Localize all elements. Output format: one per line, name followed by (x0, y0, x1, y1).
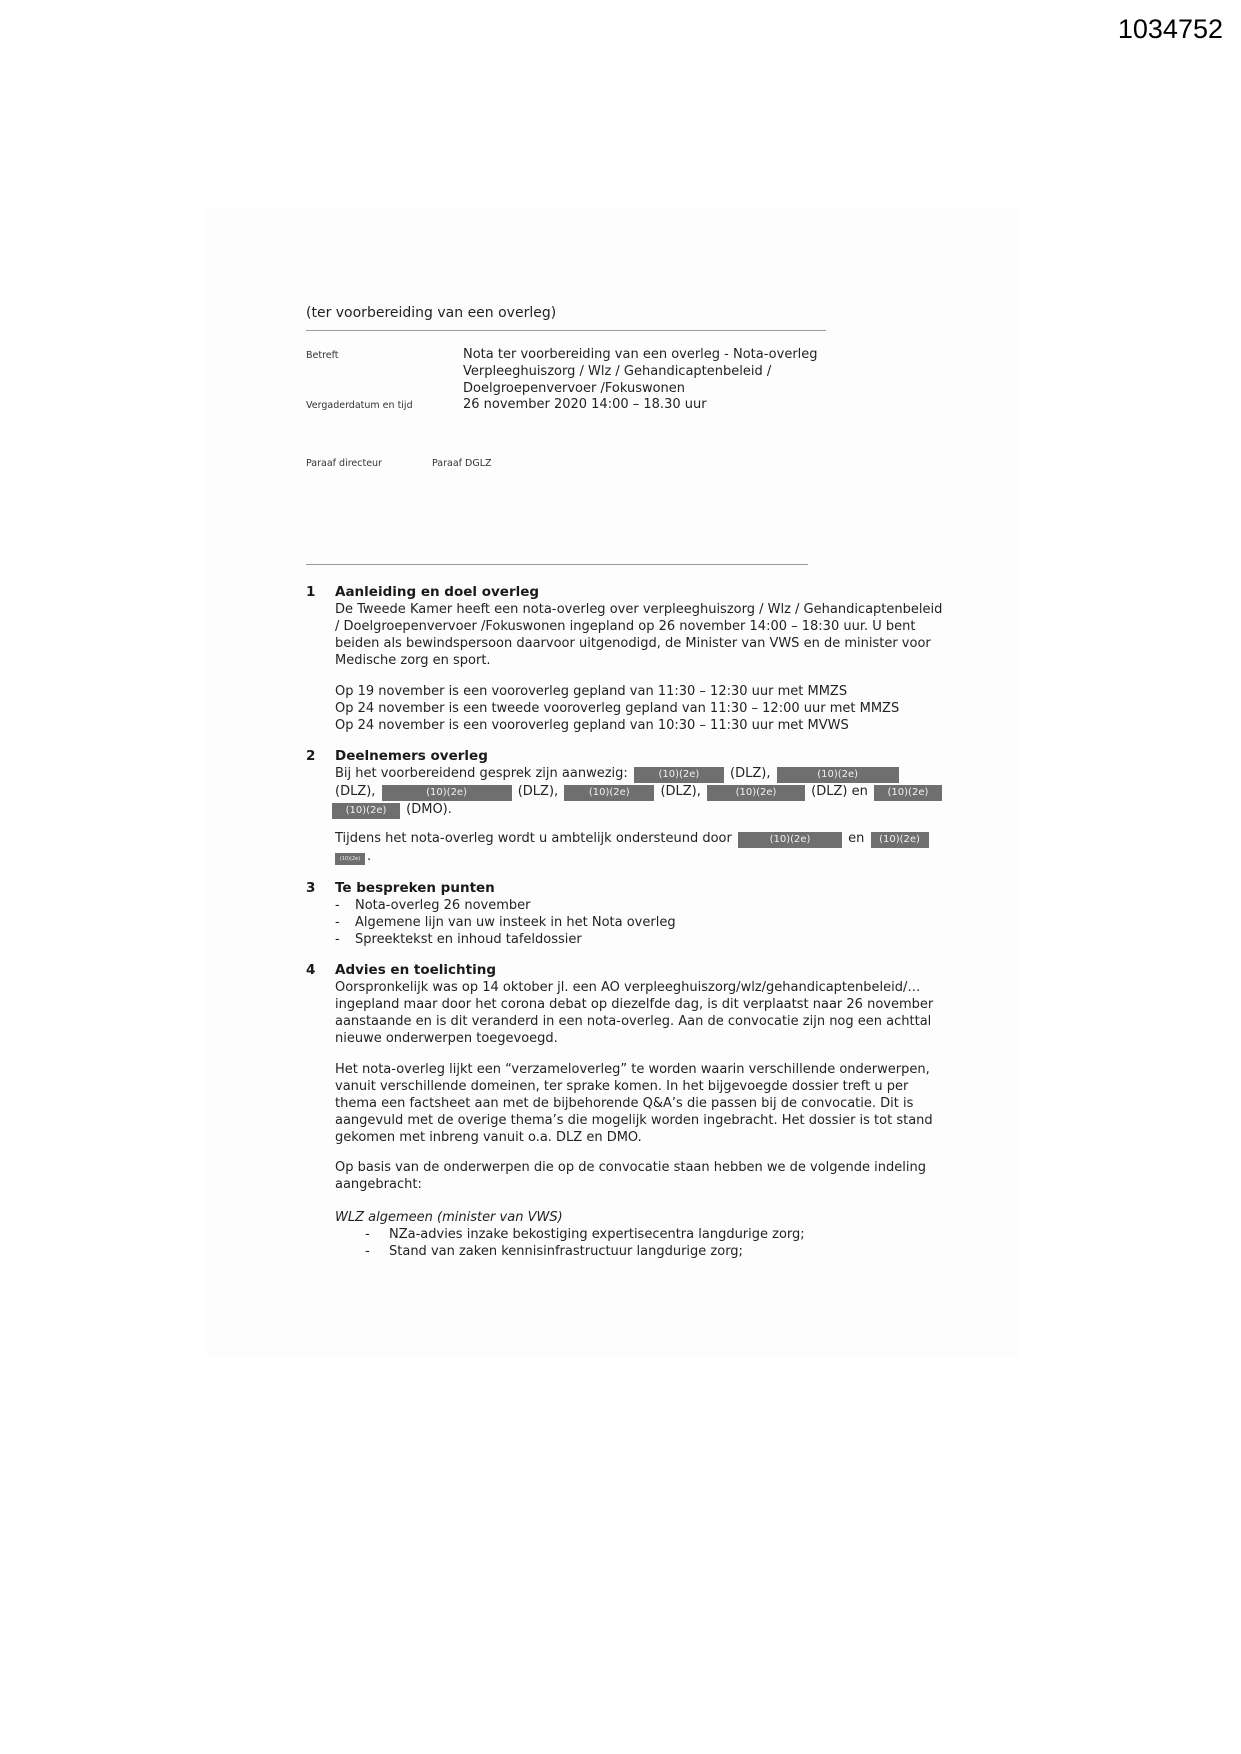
paraaf-directeur-label: Paraaf directeur (306, 458, 382, 469)
paragraph-line: Medische zorg en sport. (335, 653, 491, 668)
subheading: WLZ algemeen (minister van VWS) (335, 1210, 563, 1225)
redaction-block: (10)(2e) (634, 767, 724, 783)
list-item: - Spreektekst en inhoud tafeldossier (335, 931, 676, 948)
dept-dlz: (DLZ), (660, 784, 701, 799)
support-text: Tijdens het nota-overleg wordt u ambtelijk ondersteund door (335, 831, 732, 846)
document-number: 1034752 (1117, 14, 1223, 44)
participants-intro: Bij het voorbereidend gesprek zijn aanwezig: (335, 766, 628, 781)
paragraph-line: Oorspronkelijk was op 14 oktober jl. een AO verpleeghuiszorg/wlz/gehandicaptenbeleid/… (335, 980, 921, 995)
section-4-title: Advies en toelichting (335, 962, 497, 978)
paraaf-dglz-label: Paraaf DGLZ (432, 458, 492, 469)
redaction-block: (10)(2e) (332, 803, 400, 819)
dept-dlz: (DLZ), (335, 784, 376, 799)
section-4-para-3 (335, 1159, 926, 1193)
paragraph-line: Op 24 november is een tweede vooroverleg gepland van 11:30 – 12:00 uur met MMZS (335, 701, 900, 716)
section-1-meetings (335, 683, 899, 734)
paragraph-line: Op 19 november is een vooroverleg gepland van 11:30 – 12:30 uur met MMZS (335, 684, 848, 699)
betreft-line: Doelgroepenvervoer /Fokuswonen (463, 381, 686, 396)
list-item: - Nota-overleg 26 november (335, 897, 676, 914)
betreft-line: Nota ter voorbereiding van een overleg - Nota-overleg (463, 347, 818, 362)
dept-dlz: (DLZ), (730, 766, 771, 781)
support-en: en (848, 831, 865, 846)
participants-line (335, 765, 944, 783)
section-1-title: Aanleiding en doel overleg (335, 584, 540, 600)
paragraph-line: Op 24 november is een vooroverleg gepland van 10:30 – 11:30 uur met MVWS (335, 718, 849, 733)
paragraph-line: beiden als bewindspersoon daarvoor uitgenodigd, de Minister van VWS en de minister voor (335, 636, 931, 651)
paragraph-line: / Doelgroepenvervoer /Fokuswonen ingepland op 26 november 14:00 – 18:30 uur. U bent (335, 619, 916, 634)
support-line (335, 830, 931, 848)
paragraph-line: aanstaande en is dit veranderd in een nota-overleg. Aan de convocatie zijn nog een achttal (335, 1014, 932, 1029)
paragraph-line: Op basis van de onderwerpen die op de convocatie staan hebben we de volgende indeling (335, 1160, 926, 1175)
section-3-list (335, 897, 676, 948)
dept-dlz-en: (DLZ) en (811, 784, 868, 799)
list-item: - Stand van zaken kennisinfrastructuur langdurige zorg; (335, 1243, 805, 1260)
paragraph-line: De Tweede Kamer heeft een nota-overleg over verpleeghuiszorg / Wlz / Gehandicaptenbeleid (335, 602, 943, 617)
paragraph-line: vanuit verschillende domeinen, ter sprake komen. In het bijgevoegde dossier treft u per (335, 1079, 909, 1094)
support-line (335, 848, 931, 865)
section-4-number: 4 (306, 962, 316, 978)
redaction-block: (10)(2e) (382, 785, 512, 801)
vergaderdatum-label: Vergaderdatum en tijd (306, 400, 413, 411)
paragraph-line: ingepland maar door het corona debat op diezelfde dag, is dit verplaatst naar 26 november (335, 997, 934, 1012)
signature-divider (306, 564, 808, 565)
dept-dmo: (DMO). (406, 802, 452, 817)
section-3-number: 3 (306, 880, 316, 896)
participants-line (335, 783, 944, 801)
paragraph-line: aangevuld met de overige thema’s die mogelijk worden ingebracht. Het dossier is tot stand (335, 1113, 933, 1128)
section-4-wlz (335, 1209, 805, 1260)
redaction-block: (10)(2e) (335, 853, 365, 865)
section-1-number: 1 (306, 584, 316, 600)
redaction-block: (10)(2e) (738, 832, 842, 848)
section-4-para-1 (335, 979, 933, 1047)
redaction-block: (10)(2e) (777, 767, 899, 783)
section-3-title: Te bespreken punten (335, 880, 495, 896)
vergaderdatum-value: 26 november 2020 14:00 – 18.30 uur (463, 397, 707, 412)
document-subtitle: (ter voorbereiding van een overleg) (306, 305, 557, 321)
paragraph-line: nieuwe onderwerpen toegevoegd. (335, 1031, 558, 1046)
redaction-block: (10)(2e) (871, 832, 929, 848)
paragraph-line: gekomen met inbreng vanuit o.a. DLZ en DMO. (335, 1130, 642, 1145)
betreft-line: Verpleeghuiszorg / Wlz / Gehandicaptenbeleid / (463, 364, 772, 379)
list-item: - NZa-advies inzake bekostiging expertisecentra langdurige zorg; (335, 1226, 805, 1243)
section-1-body (335, 601, 942, 669)
section-2-participants (335, 765, 944, 819)
dept-dlz: (DLZ), (517, 784, 559, 799)
header-divider (306, 330, 826, 331)
list-item: - Algemene lijn van uw insteek in het Nota overleg (335, 914, 676, 931)
participants-line (330, 801, 944, 819)
section-2-title: Deelnemers overleg (335, 748, 488, 764)
redaction-block: (10)(2e) (564, 785, 654, 801)
paragraph-line: aangebracht: (335, 1177, 422, 1192)
betreft-value (463, 346, 818, 397)
paragraph-line: thema een factsheet aan met de bijbehorende Q&A’s die passen bij de convocatie. Dit is (335, 1096, 914, 1111)
redaction-block: (10)(2e) (874, 785, 942, 801)
betreft-label: Betreft (306, 350, 339, 361)
redaction-block: (10)(2e) (707, 785, 805, 801)
support-period: . (367, 849, 372, 864)
paragraph-line: Het nota-overleg lijkt een “verzameloverleg” te worden waarin verschillende onderwerpen, (335, 1062, 930, 1077)
section-2-number: 2 (306, 748, 316, 764)
section-2-support (335, 830, 931, 865)
section-4-para-2 (335, 1061, 933, 1146)
